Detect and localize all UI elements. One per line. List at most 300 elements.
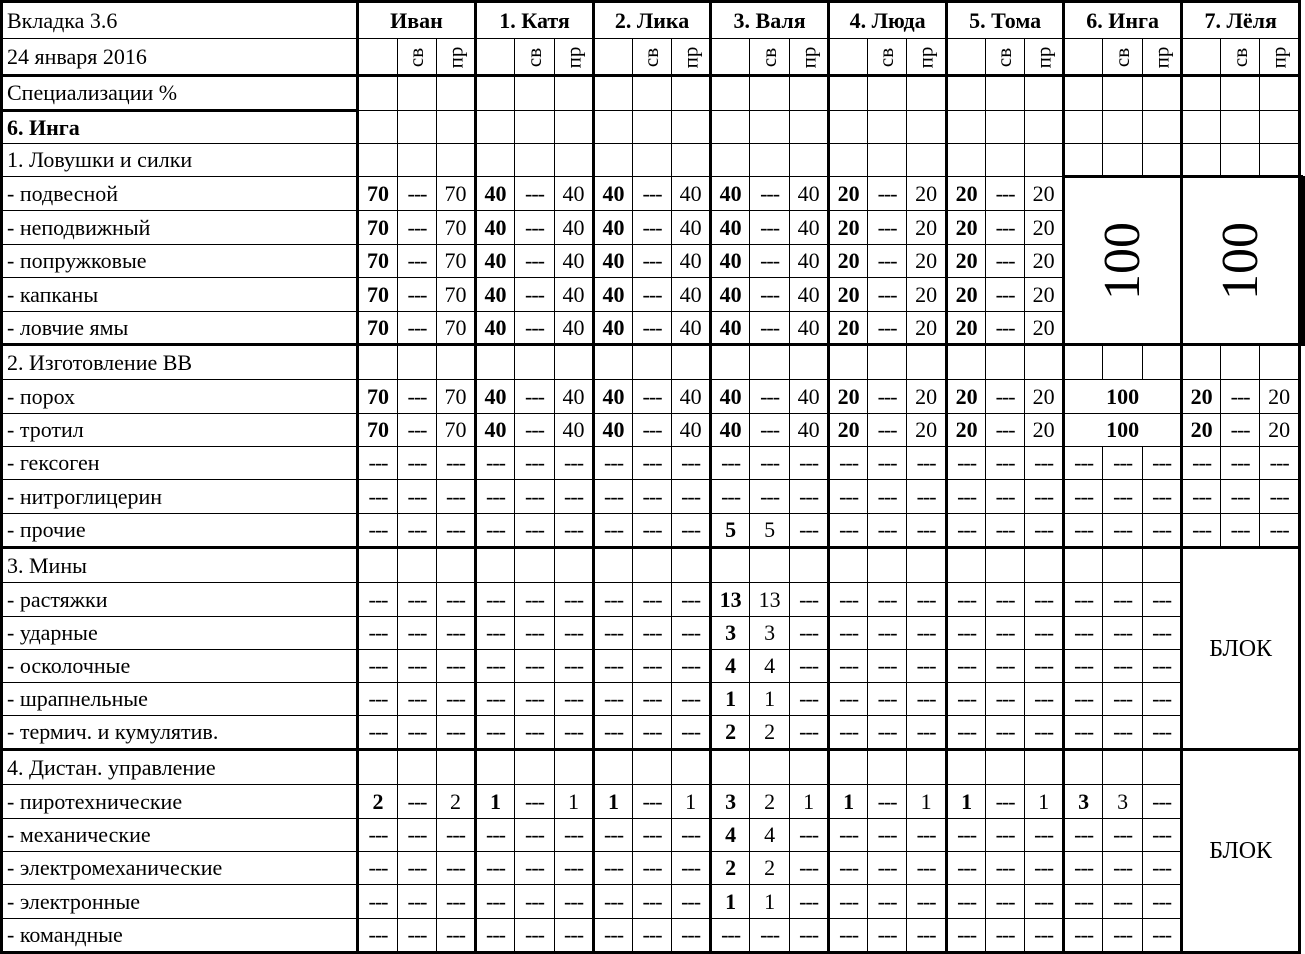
table-cell: --- bbox=[986, 514, 1025, 548]
table-cell: --- bbox=[398, 617, 437, 650]
table-cell bbox=[398, 76, 437, 111]
table-cell: --- bbox=[1182, 480, 1221, 514]
table-cell: --- bbox=[1143, 480, 1182, 514]
table-cell: --- bbox=[986, 852, 1025, 885]
table-cell: --- bbox=[790, 852, 829, 885]
table-cell: 20 bbox=[829, 177, 868, 211]
table-cell: --- bbox=[515, 211, 555, 245]
table-cell bbox=[868, 76, 907, 111]
table-cell: 40 bbox=[476, 245, 515, 278]
table-cell bbox=[907, 345, 947, 380]
table-cell: 40 bbox=[555, 245, 594, 278]
table-cell: --- bbox=[1260, 514, 1300, 548]
inga-merged-value bbox=[1182, 177, 1300, 345]
table-cell: --- bbox=[358, 919, 398, 953]
table-cell: --- bbox=[555, 583, 594, 617]
table-cell: --- bbox=[790, 885, 829, 919]
table-cell: 40 bbox=[555, 211, 594, 245]
table-cell: 20 bbox=[907, 312, 947, 345]
table-cell bbox=[515, 548, 555, 583]
table-cell: --- bbox=[515, 447, 555, 480]
table-cell bbox=[633, 144, 672, 177]
row-label: - ловчие ямы bbox=[2, 312, 358, 345]
table-cell: --- bbox=[594, 583, 633, 617]
table-cell: --- bbox=[1221, 447, 1260, 480]
table-cell: --- bbox=[594, 514, 633, 548]
table-cell: 70 bbox=[358, 211, 398, 245]
subcol-header: св bbox=[986, 39, 1025, 76]
table-cell bbox=[790, 76, 829, 111]
table-cell bbox=[398, 750, 437, 785]
table-cell: --- bbox=[1025, 447, 1064, 480]
table-cell bbox=[555, 76, 594, 111]
table-cell bbox=[1182, 76, 1221, 111]
table-cell: 20 bbox=[907, 177, 947, 211]
table-cell: --- bbox=[555, 617, 594, 650]
table-cell bbox=[1260, 111, 1300, 144]
table-cell: --- bbox=[750, 447, 790, 480]
table-cell: --- bbox=[633, 380, 672, 414]
table-cell bbox=[515, 144, 555, 177]
subcol-header: св bbox=[1221, 39, 1260, 76]
header-row-people bbox=[2, 2, 1304, 39]
table-cell bbox=[437, 111, 476, 144]
table-cell: --- bbox=[398, 177, 437, 211]
table-cell: --- bbox=[633, 852, 672, 885]
table-cell: --- bbox=[633, 819, 672, 852]
row-label: 6. Инга bbox=[2, 111, 358, 144]
person-header: 4. Люда bbox=[829, 2, 947, 39]
table-cell bbox=[750, 144, 790, 177]
table-row bbox=[2, 716, 1304, 750]
table-cell bbox=[672, 345, 711, 380]
table-cell: --- bbox=[1103, 480, 1143, 514]
table-cell: --- bbox=[437, 919, 476, 953]
table-cell: --- bbox=[594, 650, 633, 683]
subcol-header: св bbox=[515, 39, 555, 76]
table-cell: --- bbox=[398, 885, 437, 919]
table-cell: 20 bbox=[1260, 414, 1300, 447]
table-cell bbox=[437, 144, 476, 177]
table-cell: 40 bbox=[672, 177, 711, 211]
table-cell: --- bbox=[437, 583, 476, 617]
table-cell: --- bbox=[398, 514, 437, 548]
table-cell: --- bbox=[868, 919, 907, 953]
row-label: - пиротехнические bbox=[2, 785, 358, 819]
table-cell: --- bbox=[437, 852, 476, 885]
table-cell: --- bbox=[555, 885, 594, 919]
table-cell: 2 bbox=[750, 785, 790, 819]
table-cell: 4 bbox=[711, 650, 750, 683]
table-cell: --- bbox=[907, 650, 947, 683]
table-cell: --- bbox=[790, 919, 829, 953]
table-cell: 70 bbox=[437, 278, 476, 312]
table-cell: --- bbox=[1064, 919, 1103, 953]
row-label: 2. Изготовление ВВ bbox=[2, 345, 358, 380]
table-cell bbox=[1025, 548, 1064, 583]
table-row bbox=[2, 480, 1304, 514]
table-cell: --- bbox=[750, 312, 790, 345]
table-cell: --- bbox=[868, 447, 907, 480]
table-cell: 4 bbox=[750, 819, 790, 852]
row-label: 4. Дистан. управление bbox=[2, 750, 358, 785]
row-label: 3. Мины bbox=[2, 548, 358, 583]
table-cell: 1 bbox=[1025, 785, 1064, 819]
table-cell: --- bbox=[358, 852, 398, 885]
table-cell: --- bbox=[633, 278, 672, 312]
table-cell: 20 bbox=[1025, 245, 1064, 278]
person-header: 5. Тома bbox=[947, 2, 1064, 39]
table-row bbox=[2, 380, 1304, 414]
table-cell: --- bbox=[1221, 414, 1260, 447]
row-label: - шрапнельные bbox=[2, 683, 358, 716]
table-cell: --- bbox=[398, 245, 437, 278]
table-cell: 2 bbox=[437, 785, 476, 819]
table-row bbox=[2, 852, 1304, 885]
table-cell bbox=[515, 111, 555, 144]
table-cell: --- bbox=[1025, 650, 1064, 683]
row-label: - прочие bbox=[2, 514, 358, 548]
table-cell: 40 bbox=[711, 380, 750, 414]
table-cell: --- bbox=[829, 514, 868, 548]
table-cell bbox=[907, 76, 947, 111]
table-cell: --- bbox=[986, 447, 1025, 480]
table-cell bbox=[1182, 345, 1221, 380]
subcol-header bbox=[711, 39, 750, 76]
table-cell: --- bbox=[750, 480, 790, 514]
row-person bbox=[2, 111, 1304, 144]
table-cell: --- bbox=[947, 852, 986, 885]
subcol-header: пр bbox=[437, 39, 476, 76]
row-label: - тротил bbox=[2, 414, 358, 447]
subcol-header bbox=[594, 39, 633, 76]
table-cell: --- bbox=[868, 245, 907, 278]
table-cell: --- bbox=[555, 514, 594, 548]
table-cell bbox=[750, 750, 790, 785]
table-cell: --- bbox=[1025, 819, 1064, 852]
table-cell: --- bbox=[515, 716, 555, 750]
table-cell bbox=[358, 144, 398, 177]
table-cell: 2 bbox=[750, 852, 790, 885]
table-cell: 20 bbox=[907, 414, 947, 447]
table-cell bbox=[1260, 144, 1300, 177]
table-cell: 40 bbox=[711, 177, 750, 211]
table-cell: 40 bbox=[672, 380, 711, 414]
table-cell: --- bbox=[947, 716, 986, 750]
table-cell: --- bbox=[398, 480, 437, 514]
inga-value-text: 100 bbox=[1211, 221, 1269, 300]
table-cell: --- bbox=[829, 819, 868, 852]
table-cell: --- bbox=[868, 785, 907, 819]
table-cell bbox=[868, 750, 907, 785]
table-cell bbox=[555, 750, 594, 785]
inga-merged-value: 100 bbox=[1064, 414, 1182, 447]
table-cell: --- bbox=[986, 819, 1025, 852]
table-cell: --- bbox=[437, 480, 476, 514]
table-cell: --- bbox=[633, 885, 672, 919]
table-row bbox=[2, 785, 1304, 819]
table-cell bbox=[986, 111, 1025, 144]
table-cell: --- bbox=[633, 583, 672, 617]
table-cell bbox=[594, 144, 633, 177]
table-cell: --- bbox=[515, 919, 555, 953]
table-cell: --- bbox=[1025, 716, 1064, 750]
table-cell bbox=[986, 76, 1025, 111]
table-cell bbox=[711, 76, 750, 111]
table-cell: --- bbox=[594, 683, 633, 716]
table-cell: 40 bbox=[711, 414, 750, 447]
table-cell: --- bbox=[750, 245, 790, 278]
table-cell: --- bbox=[907, 447, 947, 480]
table-cell: 20 bbox=[1025, 177, 1064, 211]
table-cell: 70 bbox=[437, 177, 476, 211]
table-cell bbox=[437, 750, 476, 785]
table-cell: --- bbox=[829, 480, 868, 514]
table-cell: 20 bbox=[1260, 380, 1300, 414]
table-cell: --- bbox=[594, 819, 633, 852]
table-cell: --- bbox=[594, 716, 633, 750]
table-cell bbox=[555, 144, 594, 177]
subcol-header: св bbox=[1103, 39, 1143, 76]
table-cell: 40 bbox=[711, 312, 750, 345]
table-cell bbox=[672, 750, 711, 785]
inga-merged-value bbox=[1064, 177, 1182, 345]
table-cell bbox=[711, 548, 750, 583]
table-cell bbox=[868, 144, 907, 177]
table-cell: --- bbox=[868, 312, 907, 345]
table-cell: --- bbox=[947, 885, 986, 919]
table-cell bbox=[1221, 144, 1260, 177]
table-cell bbox=[555, 111, 594, 144]
table-cell bbox=[1025, 76, 1064, 111]
table-cell: 13 bbox=[711, 583, 750, 617]
table-cell: 1 bbox=[711, 885, 750, 919]
table-cell: --- bbox=[437, 514, 476, 548]
table-cell: 70 bbox=[437, 312, 476, 345]
table-cell: --- bbox=[1025, 919, 1064, 953]
table-cell: --- bbox=[750, 414, 790, 447]
table-cell: --- bbox=[515, 278, 555, 312]
table-cell: --- bbox=[594, 885, 633, 919]
table-cell: --- bbox=[398, 211, 437, 245]
table-cell: 20 bbox=[947, 380, 986, 414]
table-cell: 40 bbox=[555, 177, 594, 211]
row-label: - электронные bbox=[2, 885, 358, 919]
table-cell: --- bbox=[1103, 919, 1143, 953]
table-cell: --- bbox=[398, 278, 437, 312]
table-cell: --- bbox=[868, 380, 907, 414]
table-row bbox=[2, 919, 1304, 953]
table-cell: 40 bbox=[790, 414, 829, 447]
table-cell: --- bbox=[829, 650, 868, 683]
table-cell: --- bbox=[1221, 480, 1260, 514]
table-cell: --- bbox=[515, 617, 555, 650]
table-cell bbox=[1182, 111, 1221, 144]
table-cell bbox=[1025, 144, 1064, 177]
table-cell bbox=[829, 76, 868, 111]
table-cell: --- bbox=[476, 480, 515, 514]
table-cell: --- bbox=[1182, 447, 1221, 480]
table-cell: --- bbox=[829, 617, 868, 650]
table-cell: 40 bbox=[790, 245, 829, 278]
table-row bbox=[2, 583, 1304, 617]
table-cell: --- bbox=[1064, 683, 1103, 716]
table-cell: --- bbox=[594, 919, 633, 953]
table-cell: --- bbox=[1143, 819, 1182, 852]
subcol-header bbox=[829, 39, 868, 76]
table-cell bbox=[1143, 548, 1182, 583]
table-cell: --- bbox=[1064, 716, 1103, 750]
table-cell: --- bbox=[476, 716, 515, 750]
table-cell: --- bbox=[358, 683, 398, 716]
row-label: - ударные bbox=[2, 617, 358, 650]
table-cell: --- bbox=[986, 583, 1025, 617]
table-cell: --- bbox=[868, 414, 907, 447]
table-row bbox=[2, 819, 1304, 852]
table-cell: --- bbox=[1064, 583, 1103, 617]
table-cell bbox=[790, 548, 829, 583]
table-cell: 20 bbox=[1025, 278, 1064, 312]
table-cell: --- bbox=[1182, 514, 1221, 548]
table-cell bbox=[829, 548, 868, 583]
table-cell bbox=[358, 750, 398, 785]
table-cell: --- bbox=[986, 785, 1025, 819]
table-cell bbox=[1221, 111, 1260, 144]
table-cell bbox=[986, 144, 1025, 177]
table-cell bbox=[711, 144, 750, 177]
table-cell: 70 bbox=[358, 380, 398, 414]
table-cell: --- bbox=[750, 380, 790, 414]
table-cell: --- bbox=[515, 885, 555, 919]
table-cell: --- bbox=[986, 480, 1025, 514]
table-cell: --- bbox=[672, 650, 711, 683]
table-cell: 70 bbox=[437, 380, 476, 414]
table-cell: 1 bbox=[672, 785, 711, 819]
table-cell: --- bbox=[633, 919, 672, 953]
table-cell: --- bbox=[947, 919, 986, 953]
table-cell: --- bbox=[555, 819, 594, 852]
table-cell bbox=[790, 144, 829, 177]
table-cell bbox=[672, 76, 711, 111]
table-cell: 4 bbox=[750, 650, 790, 683]
table-cell bbox=[711, 750, 750, 785]
table-cell: --- bbox=[672, 885, 711, 919]
subcol-header: пр bbox=[672, 39, 711, 76]
row-label: Специализации % bbox=[2, 76, 358, 111]
row-label: 1. Ловушки и силки bbox=[2, 144, 358, 177]
table-cell: --- bbox=[829, 716, 868, 750]
table-cell bbox=[750, 345, 790, 380]
row-label: - механические bbox=[2, 819, 358, 852]
table-cell: --- bbox=[986, 278, 1025, 312]
table-cell: 3 bbox=[750, 617, 790, 650]
table-cell: --- bbox=[594, 852, 633, 885]
table-cell: --- bbox=[947, 683, 986, 716]
table-cell: --- bbox=[476, 919, 515, 953]
table-cell: 70 bbox=[358, 414, 398, 447]
table-cell: --- bbox=[1064, 480, 1103, 514]
table-cell: --- bbox=[476, 852, 515, 885]
table-cell: 40 bbox=[594, 414, 633, 447]
table-cell: --- bbox=[790, 480, 829, 514]
table-cell: --- bbox=[437, 447, 476, 480]
table-cell: --- bbox=[907, 919, 947, 953]
table-cell: --- bbox=[515, 245, 555, 278]
table-cell: --- bbox=[1025, 583, 1064, 617]
table-cell: 40 bbox=[476, 177, 515, 211]
table-cell: --- bbox=[986, 211, 1025, 245]
table-cell bbox=[1103, 76, 1143, 111]
table-cell: --- bbox=[398, 852, 437, 885]
table-cell: 40 bbox=[672, 312, 711, 345]
table-row bbox=[2, 683, 1304, 716]
table-cell: 70 bbox=[358, 245, 398, 278]
table-cell: --- bbox=[907, 480, 947, 514]
table-cell bbox=[1303, 177, 1304, 211]
table-cell: --- bbox=[1025, 683, 1064, 716]
table-cell bbox=[594, 111, 633, 144]
table-cell bbox=[594, 345, 633, 380]
subcol-header: пр bbox=[1143, 39, 1182, 76]
table-cell: 40 bbox=[790, 211, 829, 245]
table-cell: 1 bbox=[594, 785, 633, 819]
table-cell: 40 bbox=[555, 278, 594, 312]
table-cell: 40 bbox=[555, 380, 594, 414]
section-title bbox=[2, 345, 1304, 380]
table-cell: 1 bbox=[750, 885, 790, 919]
table-cell bbox=[398, 144, 437, 177]
table-cell: --- bbox=[476, 650, 515, 683]
table-cell: --- bbox=[947, 583, 986, 617]
table-cell: --- bbox=[437, 819, 476, 852]
table-cell: --- bbox=[555, 683, 594, 716]
row-label: - осколочные bbox=[2, 650, 358, 683]
table-cell: --- bbox=[1143, 447, 1182, 480]
table-cell: --- bbox=[398, 447, 437, 480]
table-cell: --- bbox=[1221, 514, 1260, 548]
blok-cell: БЛОК bbox=[1182, 750, 1300, 953]
table-cell bbox=[947, 750, 986, 785]
table-cell: --- bbox=[515, 514, 555, 548]
table-cell: --- bbox=[907, 514, 947, 548]
table-cell: 2 bbox=[750, 716, 790, 750]
table-cell: --- bbox=[907, 819, 947, 852]
table-cell: --- bbox=[358, 514, 398, 548]
table-cell: --- bbox=[1103, 514, 1143, 548]
table-cell: --- bbox=[1143, 683, 1182, 716]
table-cell bbox=[1260, 345, 1300, 380]
table-cell: --- bbox=[633, 683, 672, 716]
table-cell bbox=[907, 548, 947, 583]
table-cell: --- bbox=[398, 919, 437, 953]
table-cell: 40 bbox=[476, 312, 515, 345]
table-cell: 20 bbox=[947, 414, 986, 447]
person-header: 6. Инга bbox=[1064, 2, 1182, 39]
table-row bbox=[2, 447, 1304, 480]
table-cell bbox=[1064, 111, 1103, 144]
table-cell: --- bbox=[515, 852, 555, 885]
table-cell: 40 bbox=[711, 245, 750, 278]
table-cell: --- bbox=[437, 683, 476, 716]
table-cell bbox=[947, 111, 986, 144]
table-cell: --- bbox=[555, 852, 594, 885]
table-cell: 20 bbox=[829, 278, 868, 312]
table-cell: 20 bbox=[829, 312, 868, 345]
table-cell: 2 bbox=[711, 716, 750, 750]
table-cell bbox=[829, 144, 868, 177]
table-cell: --- bbox=[829, 683, 868, 716]
table-cell: --- bbox=[1143, 583, 1182, 617]
